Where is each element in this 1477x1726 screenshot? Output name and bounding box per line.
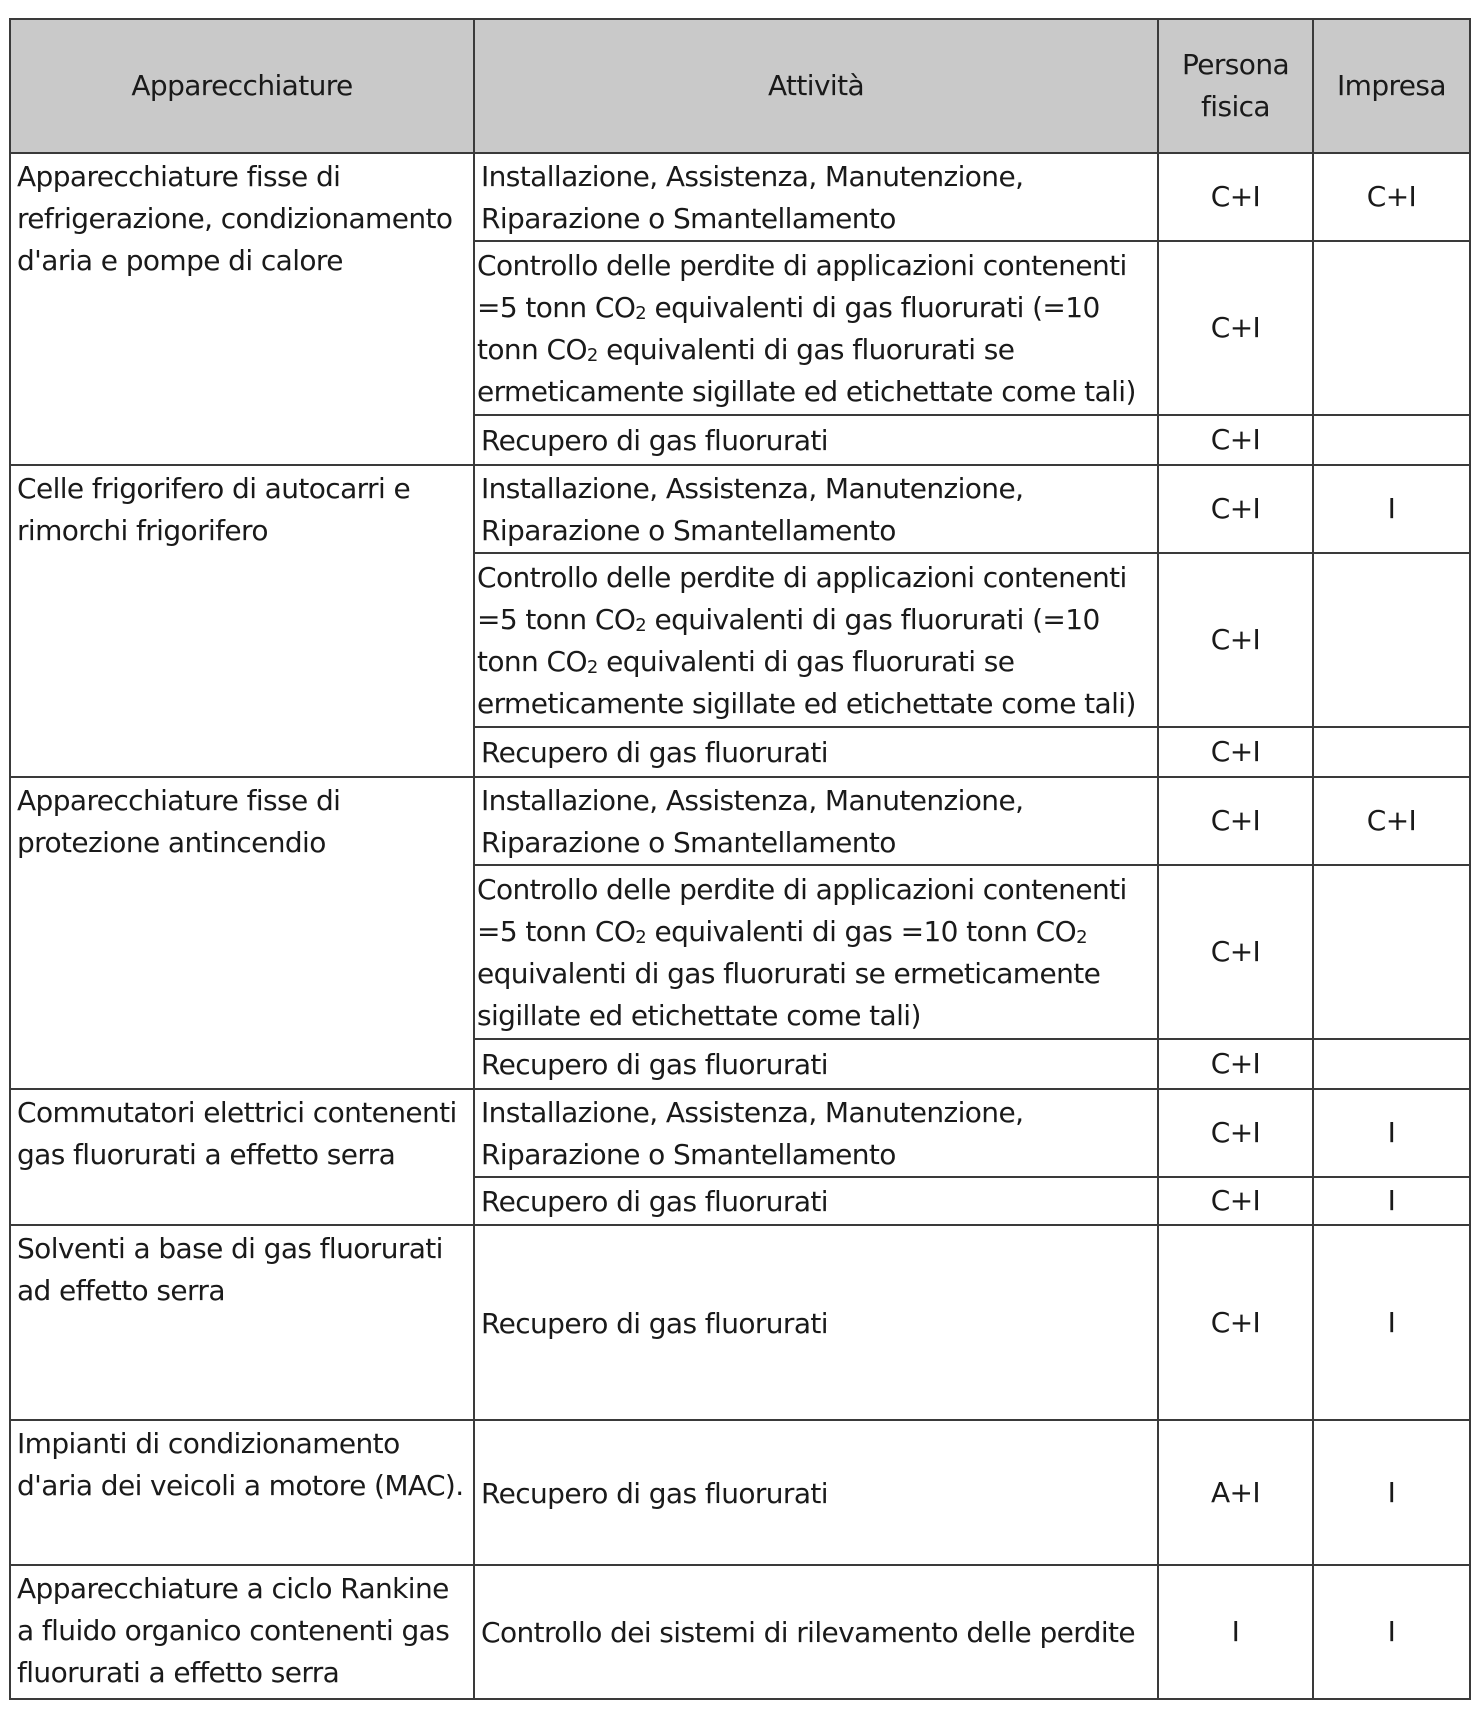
impresa-cell: I [1313,1089,1470,1177]
attivita-cell: Controllo delle perdite di applicazioni contenenti =5 tonn $CO_2$ equivalenti di gas =10 tonn $CO_2$ equivalenti di gas fluorurati se ermeticamente sigillate ed etichettate come tali) [474,865,1158,1039]
impresa-cell: I [1313,1177,1470,1225]
impresa-cell [1313,553,1470,727]
attivita-cell: Recupero di gas fluorurati [474,415,1158,465]
header-attivita: Attività [474,19,1158,153]
attivita-cell: Controllo delle perdite di applicazioni contenenti =5 tonn $CO_2$ equivalenti di gas fluorurati (=10 tonn $CO_2$ equivalenti di gas fluorurati se ermeticamente sigillate ed etichettate come tali) [474,553,1158,727]
table-row [10,465,1470,553]
impresa-cell [1313,241,1470,415]
certification-table [9,18,1471,1700]
apparecchiatura-cell: Celle frigorifero di autocarri e rimorchi frigorifero [10,465,474,777]
attivita-cell: Recupero di gas fluorurati [474,727,1158,777]
attivita-cell: Controllo delle perdite di applicazioni contenenti =5 tonn $CO_2$ equivalenti di gas fluorurati (=10 tonn $CO_2$ equivalenti di gas fluorurati se ermeticamente sigillate ed etichettate come tali) [474,241,1158,415]
table-row [10,1420,1470,1565]
impresa-cell: I [1313,465,1470,553]
persona-fisica-cell: C+I [1158,1177,1313,1225]
header-persona-fisica-line2: fisica [1201,90,1270,123]
apparecchiatura-cell: Apparecchiature a ciclo Rankine a fluido organico contenenti gas fluorurati a effetto serra [10,1565,474,1699]
persona-fisica-cell: C+I [1158,241,1313,415]
persona-fisica-cell: C+I [1158,153,1313,241]
impresa-cell: I [1313,1565,1470,1699]
attivita-cell: Recupero di gas fluorurati [474,1420,1158,1565]
persona-fisica-cell: C+I [1158,553,1313,727]
apparecchiatura-cell: Commutatori elettrici contenenti gas fluorurati a effetto serra [10,1089,474,1225]
persona-fisica-cell: C+I [1158,1225,1313,1420]
table-row [10,1089,1470,1177]
attivita-cell: Installazione, Assistenza, Manutenzione, Riparazione o Smantellamento [474,777,1158,865]
impresa-cell: I [1313,1225,1470,1420]
impresa-cell [1313,727,1470,777]
apparecchiatura-cell: Solventi a base di gas fluorurati ad effetto serra [10,1225,474,1420]
persona-fisica-cell: C+I [1158,727,1313,777]
header-apparecchiature: Apparecchiature [10,19,474,153]
persona-fisica-cell: C+I [1158,415,1313,465]
attivita-cell: Installazione, Assistenza, Manutenzione, Riparazione o Smantellamento [474,153,1158,241]
header-impresa: Impresa [1313,19,1470,153]
apparecchiatura-cell: Impianti di condizionamento d'aria dei veicoli a motore (MAC). [10,1420,474,1565]
persona-fisica-cell: C+I [1158,865,1313,1039]
table-row [10,1565,1470,1699]
attivita-cell: Recupero di gas fluorurati [474,1039,1158,1089]
impresa-cell [1313,1039,1470,1089]
impresa-cell: C+I [1313,153,1470,241]
persona-fisica-cell: A+I [1158,1420,1313,1565]
impresa-cell [1313,865,1470,1039]
impresa-cell: I [1313,1420,1470,1565]
impresa-cell: C+I [1313,777,1470,865]
header-persona-fisica [1158,19,1313,153]
persona-fisica-cell: C+I [1158,1089,1313,1177]
persona-fisica-cell: C+I [1158,465,1313,553]
attivita-cell: Recupero di gas fluorurati [474,1177,1158,1225]
attivita-cell: Controllo dei sistemi di rilevamento delle perdite [474,1565,1158,1699]
attivita-cell: Installazione, Assistenza, Manutenzione, Riparazione o Smantellamento [474,1089,1158,1177]
table-row [10,1225,1470,1420]
attivita-cell: Recupero di gas fluorurati [474,1225,1158,1420]
impresa-cell [1313,415,1470,465]
header-persona-fisica-line1: Persona [1181,48,1290,81]
apparecchiatura-cell: Apparecchiature fisse di refrigerazione, condizionamento d'aria e pompe di calore [10,153,474,465]
apparecchiatura-cell: Apparecchiature fisse di protezione antincendio [10,777,474,1089]
table-row [10,153,1470,241]
table-row [10,777,1470,865]
attivita-cell: Installazione, Assistenza, Manutenzione, Riparazione o Smantellamento [474,465,1158,553]
table-header-row [10,19,1470,153]
persona-fisica-cell: C+I [1158,1039,1313,1089]
persona-fisica-cell: I [1158,1565,1313,1699]
persona-fisica-cell: C+I [1158,777,1313,865]
